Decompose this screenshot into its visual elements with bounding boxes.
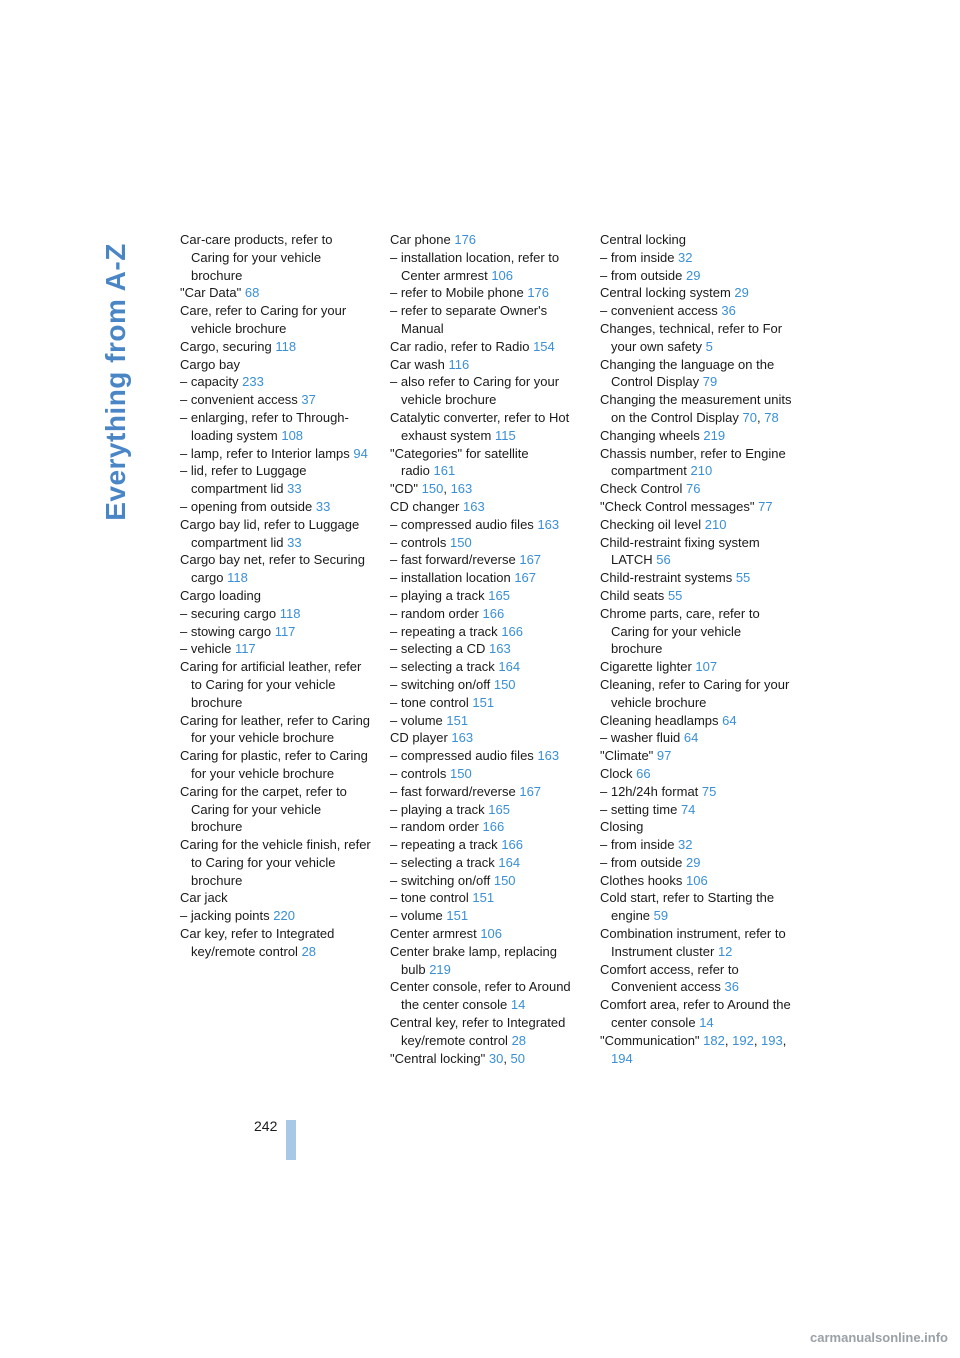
page-reference-link[interactable]: 76 xyxy=(686,481,701,497)
index-entry-text: Car jack xyxy=(180,890,228,906)
index-entry xyxy=(180,605,372,623)
index-entry xyxy=(180,551,372,587)
index-entry xyxy=(180,284,372,302)
page-reference-link[interactable]: 59 xyxy=(653,908,669,924)
index-entry xyxy=(180,391,372,409)
index-entry-text: Cigarette lighter xyxy=(600,659,692,675)
index-entry xyxy=(390,498,582,516)
page-reference-link[interactable]: 79 xyxy=(702,374,718,390)
index-entry-text: Center armrest xyxy=(390,926,477,942)
page-reference-link[interactable]: 167 xyxy=(519,783,542,799)
index-entry xyxy=(390,943,582,979)
index-entry xyxy=(390,249,582,285)
index-entry-text: Checking oil level xyxy=(600,516,702,532)
index-entry-text: Clothes hooks xyxy=(600,872,683,888)
page-reference-link[interactable]: 150 xyxy=(493,676,516,692)
index-entry xyxy=(390,907,582,925)
index-entry-text: – random order xyxy=(390,819,479,835)
index-entry-text: Central locking system xyxy=(600,285,731,301)
page-reference-link[interactable]: 194 xyxy=(611,1050,633,1066)
index-entry-text: – convenient access xyxy=(600,303,718,319)
index-entry xyxy=(180,712,372,748)
page-reference-link[interactable]: 151 xyxy=(472,694,495,710)
page-reference-link[interactable]: 154 xyxy=(533,338,555,354)
index-entry xyxy=(390,712,582,730)
index-entry xyxy=(600,961,792,997)
page-reference-link[interactable]: 33 xyxy=(287,534,302,550)
index-entry-text: Car-care products, refer to Caring for your vehicle brochure xyxy=(180,232,333,283)
index-entry-text: "Communication" xyxy=(600,1032,700,1048)
page-reference-link[interactable]: 118 xyxy=(279,605,301,621)
page-reference-link[interactable]: 78 xyxy=(764,409,779,425)
index-entry-text: CD changer xyxy=(390,498,460,514)
index-entry: "Central locking" 30, 50 xyxy=(390,1050,526,1066)
index-entry xyxy=(180,373,372,391)
index-entry xyxy=(390,640,582,658)
index-entry-text: Central key, refer to Integrated key/remote control xyxy=(390,1015,566,1048)
index-entry-text: Cargo bay net, refer to Securing cargo xyxy=(180,552,365,586)
index-entry xyxy=(390,534,582,552)
page-reference-link[interactable]: 75 xyxy=(701,783,717,799)
index-entry-text: Cleaning, refer to Caring for your vehicle brochure xyxy=(600,676,790,710)
page-reference-link[interactable]: 118 xyxy=(227,570,248,586)
index-entry xyxy=(180,783,372,836)
index-entry-text: Child seats xyxy=(600,587,665,603)
page-reference-link[interactable]: 28 xyxy=(511,1032,527,1048)
index-entry-text: – fast forward/reverse xyxy=(390,783,516,799)
watermark-text: carmanualsonline.info xyxy=(810,1330,948,1345)
index-entry-text: – compressed audio files xyxy=(390,516,534,532)
page-reference-link[interactable]: 36 xyxy=(724,979,739,995)
index-entry-text: – from outside xyxy=(600,854,683,870)
index-entry xyxy=(600,427,792,445)
index-entry-text: Car wash xyxy=(390,356,445,372)
index-entry-text: Changing the language on the Control Display xyxy=(600,356,775,390)
index-entry-text: – playing a track xyxy=(390,587,485,603)
page-reference-link[interactable]: 14 xyxy=(699,1015,714,1031)
index-entry xyxy=(600,302,792,320)
index-entry xyxy=(390,231,582,249)
page-reference-link[interactable]: 176 xyxy=(527,285,550,301)
page-reference-link[interactable]: 166 xyxy=(482,819,505,835)
page-reference-link[interactable]: 55 xyxy=(667,587,683,603)
index-entry-text: – selecting a CD xyxy=(390,641,486,657)
page-reference-link[interactable]: 115 xyxy=(494,427,516,443)
index-entry-text: – also refer to Caring for your vehicle brochure xyxy=(390,374,560,408)
index-entry-text: – repeating a track xyxy=(390,837,498,853)
index-entry xyxy=(600,996,792,1032)
index-entry-text: "Check Control messages" xyxy=(600,498,755,514)
index-entry xyxy=(390,747,582,765)
page-reference-link[interactable]: 219 xyxy=(703,427,726,443)
page-reference-link[interactable]: 116 xyxy=(448,356,470,372)
index-entry-text: Care, refer to Caring for your vehicle brochure xyxy=(180,303,347,336)
page-reference-link[interactable]: 193 xyxy=(761,1032,783,1048)
index-entry-text: "Car Data" xyxy=(180,285,242,301)
page-reference-link[interactable]: 163 xyxy=(450,481,473,497)
page-reference-link[interactable]: 163 xyxy=(463,498,485,514)
index-entry-text: – volume xyxy=(390,712,443,728)
index-entry xyxy=(600,569,792,587)
page-reference-link[interactable]: 166 xyxy=(482,605,505,621)
index-entry-text: – tone control xyxy=(390,694,469,710)
page-reference-link[interactable]: 151 xyxy=(472,890,495,906)
index-entry xyxy=(390,978,582,1014)
index-entry xyxy=(600,320,792,356)
index-entry-text: – washer fluid xyxy=(600,730,681,746)
index-entry xyxy=(180,498,372,516)
index-entry xyxy=(390,516,582,534)
index-entry-text: – from inside xyxy=(600,837,675,853)
index-entry-text: – lid, refer to Luggage compartment lid xyxy=(180,463,307,497)
index-entry-text: – compressed audio files xyxy=(390,748,534,764)
page-reference-link[interactable]: 70 xyxy=(742,409,757,425)
page-reference-link[interactable]: 33 xyxy=(287,481,302,497)
index-entry-text: – vehicle xyxy=(180,641,232,657)
index-entry-text: – installation location xyxy=(390,570,511,586)
index-entry xyxy=(180,640,372,658)
index-entry-text: – opening from outside xyxy=(180,498,313,514)
page-reference-link[interactable]: 64 xyxy=(683,730,699,746)
index-entry-text: – securing cargo xyxy=(180,605,277,621)
index-entry xyxy=(390,1014,582,1050)
index-entry xyxy=(390,765,582,783)
index-entry xyxy=(600,818,792,836)
page-number: 242 xyxy=(254,1118,278,1134)
page-reference-link[interactable]: 64 xyxy=(722,712,737,728)
index-entry xyxy=(600,925,792,961)
index-entry xyxy=(390,338,582,356)
page-reference-link[interactable]: 36 xyxy=(721,303,736,319)
index-entry xyxy=(180,747,372,783)
index-entry xyxy=(600,872,792,890)
side-section-title xyxy=(86,232,146,532)
index-entry-text: – fast forward/reverse xyxy=(390,552,516,568)
index-entry xyxy=(390,818,582,836)
page-reference-link[interactable]: 150 xyxy=(421,481,444,497)
index-entry xyxy=(600,516,792,534)
index-entry xyxy=(180,889,372,907)
page-reference-link[interactable]: 163 xyxy=(537,748,560,764)
page-reference-link[interactable]: 117 xyxy=(274,623,296,639)
index-entry xyxy=(390,623,582,641)
index-entry xyxy=(600,854,792,872)
page-reference-link[interactable]: 37 xyxy=(301,392,316,408)
page-reference-link[interactable]: 106 xyxy=(686,872,708,888)
index-entry-text: Check Control xyxy=(600,481,683,497)
index-entry xyxy=(600,747,792,765)
index-entry xyxy=(180,462,372,498)
index-entry-text: – volume xyxy=(390,908,443,924)
index-entry xyxy=(390,729,582,747)
index-entry xyxy=(180,338,372,356)
index-entry-text: "Central locking" xyxy=(390,1050,486,1066)
page-reference-link[interactable]: 32 xyxy=(678,249,693,265)
index-entry xyxy=(180,587,372,605)
index-entry xyxy=(180,302,372,338)
index-entry xyxy=(390,658,582,676)
index-entry xyxy=(600,534,792,570)
page-reference-link[interactable]: 106 xyxy=(491,267,514,283)
page-reference-link[interactable]: 210 xyxy=(704,516,727,532)
index-entry xyxy=(390,302,582,338)
index-entry-text: – repeating a track xyxy=(390,623,498,639)
index-entry xyxy=(390,676,582,694)
index-entry-text: Caring for the carpet, refer to Caring for your vehicle brochure xyxy=(180,783,347,835)
index-entry-text: – from outside xyxy=(600,267,683,283)
page-reference-link[interactable]: 166 xyxy=(501,623,524,639)
page-reference-link[interactable]: 150 xyxy=(450,765,472,781)
page-reference-link[interactable]: 28 xyxy=(301,943,317,959)
index-entry-text: Caring for artificial leather, refer to Caring for your vehicle brochure xyxy=(180,659,362,710)
index-entry-text: Child-restraint systems xyxy=(600,570,733,586)
index-entry-text: – selecting a track xyxy=(390,854,495,870)
index-entry xyxy=(600,783,792,801)
index-entry-text: – switching on/off xyxy=(390,872,491,888)
index-entry xyxy=(390,889,582,907)
index-entry xyxy=(390,925,582,943)
index-entry xyxy=(390,551,582,569)
page-reference-link[interactable]: 94 xyxy=(353,445,368,461)
index-entry-text: Caring for leather, refer to Caring for your vehicle brochure xyxy=(180,712,371,746)
index-entry-text: Comfort access, refer to Convenient access xyxy=(600,961,739,995)
page-reference-link[interactable]: 108 xyxy=(281,427,304,443)
index-entry xyxy=(600,801,792,819)
index-entry xyxy=(390,373,582,409)
index-entry-text: Clock xyxy=(600,765,633,781)
index-entry xyxy=(600,729,792,747)
index-entry xyxy=(390,836,582,854)
page-reference-link[interactable]: 151 xyxy=(446,908,469,924)
index-entry xyxy=(390,569,582,587)
index-entry-text: – playing a track xyxy=(390,801,485,817)
page-reference-link[interactable]: 161 xyxy=(433,463,456,479)
index-entry-text: "Climate" xyxy=(600,748,654,764)
index-entry-text: – setting time xyxy=(600,801,678,817)
index-entry-text: Chrome parts, care, refer to Caring for your vehicle brochure xyxy=(600,605,760,657)
page-reference-link[interactable]: 117 xyxy=(234,641,256,657)
index-entry-text: Cargo bay xyxy=(180,356,240,372)
page-reference-link[interactable]: 219 xyxy=(429,961,451,977)
index-entry xyxy=(390,605,582,623)
index-entry xyxy=(180,907,372,925)
page-reference-link[interactable]: 106 xyxy=(480,926,503,942)
index-entry-text: – lamp, refer to Interior lamps xyxy=(180,445,350,461)
index-entry xyxy=(390,854,582,872)
index-entry xyxy=(180,623,372,641)
index-entry xyxy=(390,587,582,605)
page-reference-link[interactable]: 233 xyxy=(242,374,264,390)
side-title-text: Everything from A-Z xyxy=(100,243,131,521)
index-entry xyxy=(390,801,582,819)
index-entry-text: Cleaning headlamps xyxy=(600,712,719,728)
page-reference-link[interactable]: 150 xyxy=(450,534,472,550)
page-reference-link[interactable]: 163 xyxy=(537,516,560,532)
index-entry xyxy=(390,783,582,801)
index-entry xyxy=(180,658,372,711)
page-reference-link[interactable]: 55 xyxy=(735,570,751,586)
index-entry-text: – refer to Mobile phone xyxy=(390,285,524,301)
page-reference-link[interactable]: 77 xyxy=(758,498,773,514)
index-entry-text: Comfort area, refer to Around the center console xyxy=(600,997,791,1031)
index-entry xyxy=(600,889,792,925)
index-entry-text: – capacity xyxy=(180,374,239,390)
page-reference-link[interactable]: 151 xyxy=(446,712,469,728)
index-entry xyxy=(600,712,792,730)
page-reference-link[interactable]: 29 xyxy=(734,285,749,301)
index-entry xyxy=(180,445,372,463)
page-reference-link[interactable]: 182 xyxy=(703,1032,725,1048)
index-entry xyxy=(600,498,792,516)
page-reference-link[interactable]: 167 xyxy=(514,570,537,586)
page-reference-link[interactable]: 163 xyxy=(451,730,474,746)
index-entry-text: – random order xyxy=(390,605,479,621)
index-entry-text: Car key, refer to Integrated key/remote control xyxy=(180,926,335,959)
page-reference-link[interactable]: 176 xyxy=(454,232,477,247)
index-entry-text: Combination instrument, refer to Instrument cluster xyxy=(600,926,786,959)
page-reference-link[interactable]: 50 xyxy=(510,1050,526,1066)
index-entry-text: Caring for plastic, refer to Caring for your vehicle brochure xyxy=(180,748,368,781)
index-entry xyxy=(600,658,792,676)
page-reference-link[interactable]: 66 xyxy=(636,765,651,781)
index-entry-text: – controls xyxy=(390,534,447,550)
page-reference-link[interactable]: 29 xyxy=(686,854,701,870)
index-entry xyxy=(180,836,372,889)
page-reference-link[interactable]: 164 xyxy=(498,659,521,675)
index-entry-text: – controls xyxy=(390,765,447,781)
index-entry-text: Catalytic converter, refer to Hot exhaust system xyxy=(390,409,570,443)
index-entry-text: CD player xyxy=(390,730,448,746)
index-entry-text: – installation location, refer to Center armrest xyxy=(390,249,560,283)
index-entry-text: Cargo bay lid, refer to Luggage compartment lid xyxy=(180,516,360,550)
index-entry-text: Chassis number, refer to Engine compartment xyxy=(600,445,786,479)
index-entry xyxy=(600,356,792,392)
index-entry xyxy=(600,676,792,712)
page-reference-link[interactable]: 32 xyxy=(678,837,693,853)
index-entry-text: – switching on/off xyxy=(390,676,491,692)
index-entry xyxy=(390,284,582,302)
index-column-2 xyxy=(390,231,582,1067)
index-entry xyxy=(600,249,792,267)
index-entry-text: – convenient access xyxy=(180,392,298,408)
index-entry xyxy=(600,587,792,605)
index-entry-text: Changes, technical, refer to For your own safety xyxy=(600,320,783,354)
page-reference-link[interactable]: 165 xyxy=(488,587,510,603)
index-entry-text: Cold start, refer to Starting the engine xyxy=(600,890,775,924)
index-entry xyxy=(390,694,582,712)
index-entry xyxy=(390,872,582,890)
index-entry xyxy=(600,765,792,783)
index-entry-text: – stowing cargo xyxy=(180,623,272,639)
page-reference-link[interactable]: 56 xyxy=(656,552,671,568)
index-entry xyxy=(390,409,582,445)
index-entry-text: – refer to separate Owner's Manual xyxy=(390,303,548,336)
index-entry: "CD" 150, 163 xyxy=(390,481,473,497)
page-reference-link[interactable]: 118 xyxy=(275,338,297,354)
index-entry xyxy=(390,445,582,481)
index-entry-text: Cargo, securing xyxy=(180,338,272,354)
page-reference-link[interactable]: 107 xyxy=(695,659,718,675)
page-reference-link[interactable]: 150 xyxy=(493,872,516,888)
index-entry xyxy=(600,605,792,658)
index-entry-text: – enlarging, refer to Through-loading system xyxy=(180,409,349,443)
index-column-3 xyxy=(600,231,792,1067)
index-entry-text: Changing the measurement units on the Control Display xyxy=(600,392,792,425)
index-entry-text: – tone control xyxy=(390,890,469,906)
index-entry-text: Car radio, refer to Radio xyxy=(390,338,530,354)
page-reference-link[interactable]: 210 xyxy=(690,463,713,479)
page-reference-link[interactable]: 163 xyxy=(489,641,511,657)
index-entry-text: Car phone xyxy=(390,232,451,247)
index-entry xyxy=(600,836,792,854)
index-entry xyxy=(180,356,372,374)
index-entry-text: Caring for the vehicle finish, refer to Caring for your vehicle brochure xyxy=(180,837,371,888)
index-entry xyxy=(600,231,792,249)
index-entry-text: – jacking points xyxy=(180,908,270,924)
page-reference-link[interactable]: 165 xyxy=(488,801,510,817)
page-reference-link[interactable]: 167 xyxy=(519,552,542,568)
page-reference-link[interactable]: 68 xyxy=(244,285,260,301)
index-entry xyxy=(600,445,792,481)
page-reference-link[interactable]: 30 xyxy=(488,1050,504,1066)
index-entry xyxy=(600,267,792,285)
index-entry-text: Changing wheels xyxy=(600,427,700,443)
index-entry-text: Center console, refer to Around the center console xyxy=(390,979,571,1013)
index-entry xyxy=(180,409,372,445)
index-entry-text: Child-restraint fixing system LATCH xyxy=(600,534,760,568)
index-entry-text: Cargo loading xyxy=(180,587,261,603)
page-reference-link[interactable]: 5 xyxy=(705,338,713,354)
index-entry xyxy=(180,925,372,961)
index-entry xyxy=(390,356,582,374)
index-entry-text: Center brake lamp, replacing bulb xyxy=(390,943,557,977)
page-reference-link[interactable]: 166 xyxy=(501,837,524,853)
index-entry-text: Central locking xyxy=(600,232,686,247)
page-reference-link[interactable]: 97 xyxy=(656,748,672,764)
index-entry-text: – 12h/24h format xyxy=(600,783,699,799)
page-reference-link[interactable]: 33 xyxy=(315,498,331,514)
index-entry: "Communication" 182, 192, 193, 194 xyxy=(600,1032,787,1066)
index-entry xyxy=(180,516,372,552)
index-entry-text: – from inside xyxy=(600,249,675,265)
page-reference-link[interactable]: 29 xyxy=(686,267,701,283)
index-entry-text: "Categories" for satellite radio xyxy=(390,445,529,479)
page-reference-link[interactable]: 192 xyxy=(732,1032,754,1048)
page-reference-link[interactable]: 220 xyxy=(273,908,295,924)
index-entry-text: Closing xyxy=(600,819,644,835)
page-reference-link[interactable]: 12 xyxy=(717,943,733,959)
index-entry xyxy=(600,284,792,302)
index-column-1 xyxy=(180,231,372,961)
index-entry-text: – selecting a track xyxy=(390,659,495,675)
index-entry xyxy=(600,480,792,498)
page-reference-link[interactable]: 164 xyxy=(498,854,521,870)
page-reference-link[interactable]: 14 xyxy=(510,997,526,1013)
page-marker-bar xyxy=(286,1120,296,1160)
page-reference-link[interactable]: 74 xyxy=(680,801,696,817)
index-entry-text: "CD" xyxy=(390,481,419,497)
index-entry xyxy=(180,231,372,284)
index-entry: Changing the measurement units on the Control Display 70, 78 xyxy=(600,392,792,425)
